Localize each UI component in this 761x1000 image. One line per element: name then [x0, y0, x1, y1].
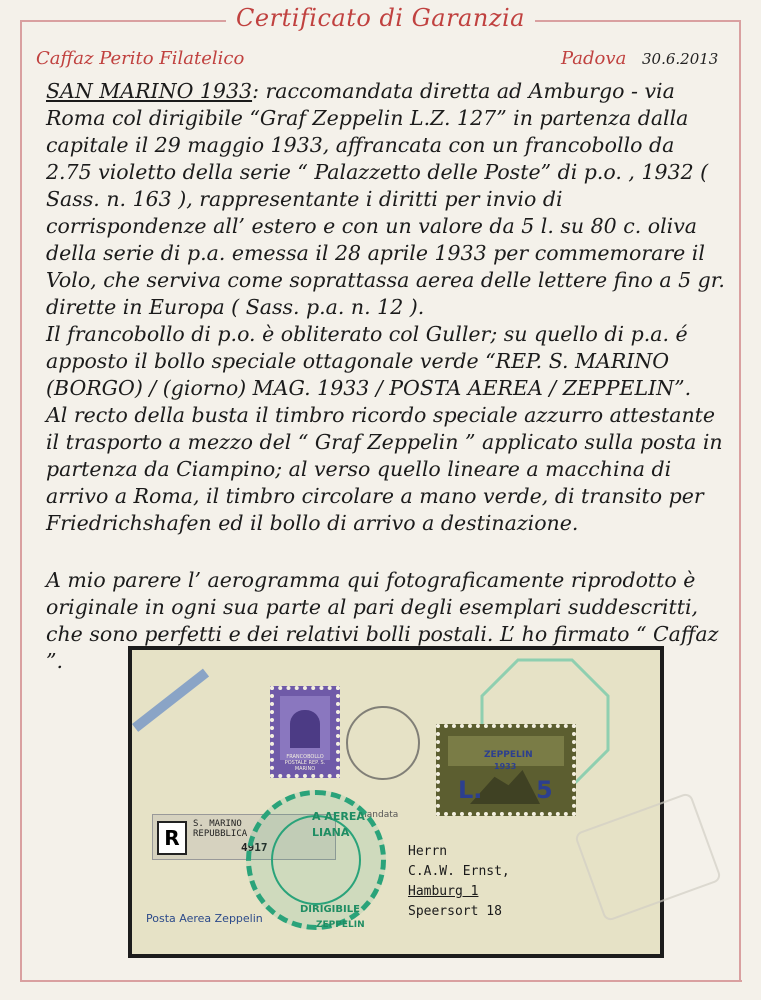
certificate-title: Certificato di Garanzia [0, 4, 761, 32]
registration-place [193, 819, 247, 839]
paragraph-opinion: A mio parere l’ aerogramma qui fotograficamente riprodotto è originale in ogni sua parte al pari degli esemplari suddescritti, che sono perfetti e dei relativi bolli postali. L’ ho firmato “ Caffaz ”. [46, 568, 719, 673]
paragraph-gap [46, 537, 726, 567]
description-text: : raccomandata diretta ad Amburgo - via Roma col dirigibile “Graf Zeppelin L.Z. 127” in partenza dalla capitale il 29 maggio 1933, affrancata con un francobollo da 2.75 violetto della serie “ Palazzetto delle Poste” di p.o. , 1932 ( Sass. n. 163 ), rappresentante i diritti per invio di corrispondenze all’ estero e con un valore da 5 l. su 80 c. oliva della serie di p.a. emessa il 28 aprile 1933 per commemorare il Volo, che serviva come soprattassa aerea delle lettere fino a 5 gr. dirette in Europa ( Sass. p.a. n. 12 ). [46, 79, 725, 319]
overprint-zeppelin: ZEPPELIN [484, 750, 533, 760]
round-postmark [346, 706, 420, 780]
paragraph-cancellations: Il francobollo di p.o. è obliterato col Guller; su quello di p.a. é apposto il bollo speciale ottagonale verde “REP. S. MARINO (BORGO) / (giorno) MAG. 1933 / POSTA AEREA / ZEPPELIN”. [46, 322, 692, 400]
lead-heading: SAN MARINO 1933 [46, 79, 253, 103]
airmail-stripe [132, 669, 209, 732]
posta-aerea-line: Posta Aerea Zeppelin [146, 912, 263, 925]
raccomandata-text: mandata [358, 810, 399, 820]
border-bottom [20, 980, 742, 982]
stamp-olive-airmail [436, 724, 576, 816]
address-block [408, 842, 510, 922]
address-street: Speersort 18 [408, 904, 502, 919]
green-cancel-text-4: ZEPPELIN [316, 920, 365, 930]
green-cancel-text-2: LIANA [312, 826, 350, 839]
address-city: Hamburg 1 [408, 884, 479, 899]
certificate-date: 30.6.2013 [642, 50, 719, 68]
green-cancel-text-1: A AEREA [312, 810, 365, 823]
expert-name: Caffaz Perito Filatelico [36, 48, 245, 69]
overprint-5: 5 [536, 776, 553, 804]
paragraph-postmarks: Al recto della busta il timbro ricordo speciale azzurro attestante il trasporto a mezzo del “ Graf Zeppelin ” applicato sulla posta in partenza da Ciampino; al verso quello lineare a macchina di arrivo a Roma, il timbro circolare a mano verde, di transito per Friedrichshafen ed il bollo di arrivo a destinazione. [46, 403, 723, 535]
registration-place-line2: REPUBBLICA [193, 829, 248, 839]
registration-r: R [157, 821, 187, 855]
border-left [20, 20, 22, 980]
address-herrn: Herrn [408, 844, 448, 859]
address-name: C.A.W. Ernst, [408, 864, 510, 879]
green-cancel-text-3: DIRIGIBILE [300, 904, 360, 915]
aerogram-envelope [128, 646, 664, 958]
stamp-violet-275 [270, 686, 340, 778]
overprint-l: L. [458, 776, 483, 804]
stamp-violet-caption: FRANCOBOLLO POSTALE REP. S. MARINO [284, 754, 326, 772]
registration-place-line1: S. MARINO [193, 819, 242, 829]
certificate-place: Padova [561, 48, 627, 69]
paragraph-description [46, 78, 726, 321]
registration-number: 4917 [241, 841, 268, 854]
overprint-year: 1933 [494, 762, 517, 771]
certificate-body [46, 78, 726, 675]
palazzetto-image [290, 710, 320, 748]
border-right [739, 20, 741, 980]
